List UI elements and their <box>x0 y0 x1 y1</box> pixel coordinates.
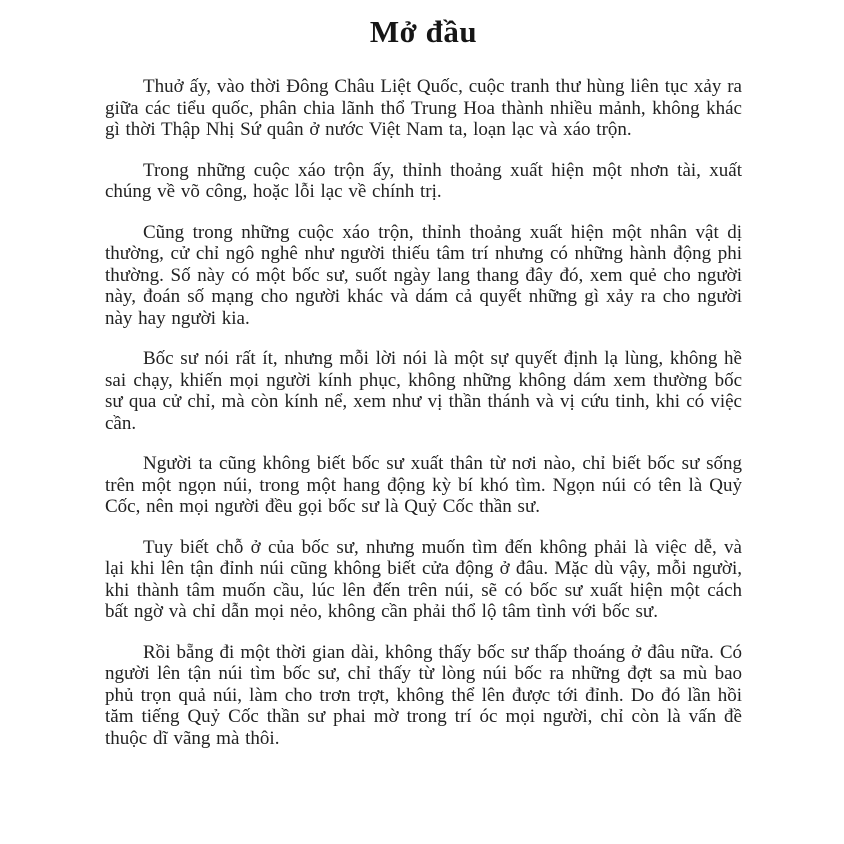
paragraph-7: Rồi bẵng đi một thời gian dài, không thấy bốc sư thấp thoáng ở đâu nữa. Có người lên tận núi tìm bốc sư, chỉ thấy từ lòng núi bốc ra những đợt sa mù bao phủ trọn quả núi, làm cho trơn trợt, không thể lên được tới đỉnh. Do đó lần hồi tăm tiếng Quỷ Cốc thần sư phai mờ trong trí óc mọi người, chỉ còn là vấn đề thuộc dĩ vãng mà thôi. <box>105 641 742 749</box>
page-title: Mở đầu <box>369 14 478 49</box>
paragraph-5: Người ta cũng không biết bốc sư xuất thân từ nơi nào, chỉ biết bốc sư sống trên một ngọn núi, trong một hang động kỳ bí khó tìm. Ngọn núi có tên là Quỷ Cốc, nên mọi người đều gọi bốc sư là Quỷ Cốc thần sư. <box>105 453 742 517</box>
paragraph-2: Trong những cuộc xáo trộn ấy, thỉnh thoảng xuất hiện một nhơn tài, xuất chúng về võ công, hoặc lỗi lạc về chính trị. <box>105 159 742 202</box>
paragraph-6: Tuy biết chỗ ở của bốc sư, nhưng muốn tìm đến không phải là việc dễ, và lại khi lên tận đỉnh núi cũng không biết cửa động ở đâu. Mặc dù vậy, mỗi người, khi thành tâm muốn cầu, lúc lên đến trên núi, sẽ có bốc sư xuất hiện một cách bất ngờ và chỉ dẫn mọi nẻo, không cần phải thổ lộ tâm tình với bốc sư. <box>105 536 742 622</box>
body-text <box>105 76 742 749</box>
paragraph-1: Thuở ấy, vào thời Đông Châu Liệt Quốc, cuộc tranh thư hùng liên tục xảy ra giữa các tiểu quốc, phân chia lãnh thổ Trung Hoa thành nhiều mảnh, không khác gì thời Thập Nhị Sứ quân ở nước Việt Nam ta, loạn lạc và xáo trộn. <box>105 76 742 140</box>
paragraph-4: Bốc sư nói rất ít, nhưng mỗi lời nói là một sự quyết định lạ lùng, không hề sai chạy, khiến mọi người kính phục, không những không dám xem thường bốc sư qua cử chỉ, mà còn kính nể, xem như vị thần thánh và vị cứu tinh, khi có việc cần. <box>105 348 742 434</box>
paragraph-3: Cũng trong những cuộc xáo trộn, thỉnh thoảng xuất hiện một nhân vật dị thường, cử chỉ ngô nghê như người thiếu tâm trí nhưng có những hành động phi thường. Số này có một bốc sư, suốt ngày lang thang đây đó, xem quẻ cho người này, đoán số mạng cho người khác và dám cả quyết những gì xảy ra cho người này hay người kia. <box>105 221 742 329</box>
